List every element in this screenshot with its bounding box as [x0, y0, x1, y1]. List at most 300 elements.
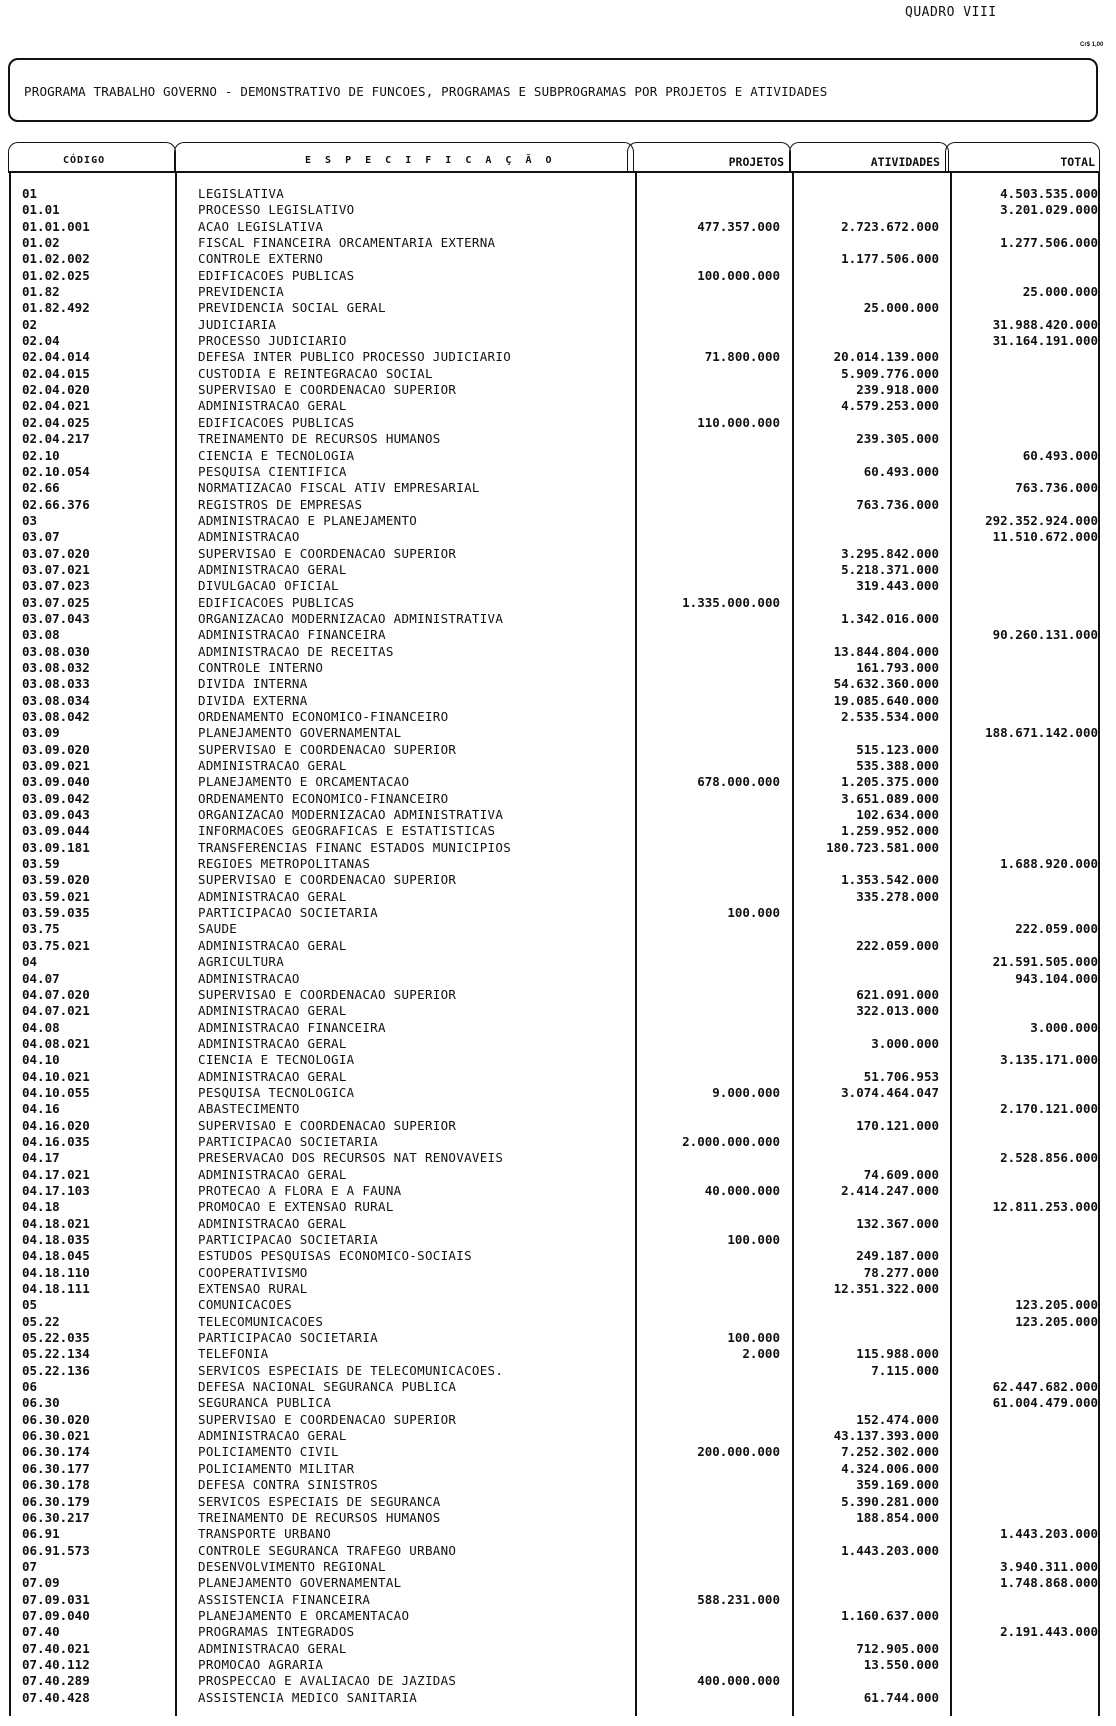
row-code: 02.10.054 [22, 463, 90, 479]
row-code: 02 [22, 316, 38, 332]
row-atividades: 515.123.000 [856, 741, 939, 757]
row-description: ADMINISTRACAO E PLANEJAMENTO [198, 512, 418, 528]
row-description: PLANEJAMENTO GOVERNAMENTAL [198, 725, 402, 741]
row-code: 01.82.492 [22, 300, 90, 316]
row-description: TREINAMENTO DE RECURSOS HUMANOS [198, 431, 441, 447]
row-description: ADMINISTRACAO GERAL [198, 1215, 347, 1231]
row-code: 05 [22, 1297, 38, 1313]
header-atividades-label: ATIVIDADES [870, 155, 940, 169]
row-description: ORGANIZACAO MODERNIZACAO ADMINISTRATIVA [198, 610, 504, 626]
row-description: ORGANIZACAO MODERNIZACAO ADMINISTRATIVA [198, 807, 504, 823]
table-row [0, 1020, 1116, 1036]
row-total: 1.443.203.000 [1000, 1526, 1098, 1542]
row-atividades: 74.609.000 [863, 1166, 939, 1182]
row-projetos: 100.000 [727, 1232, 780, 1247]
row-code: 07.40.021 [22, 1640, 90, 1656]
row-atividades: 322.013.000 [856, 1003, 939, 1019]
row-description: JUDICIARIA [198, 316, 277, 332]
row-atividades: 4.579.253.000 [841, 398, 939, 414]
table-row [0, 921, 1116, 937]
row-projetos: 9.000.000 [712, 1084, 780, 1100]
table-row [0, 382, 1116, 398]
row-total: 292.352.924.000 [985, 512, 1098, 528]
table-row [0, 1395, 1116, 1411]
page-title: PROGRAMA TRABALHO GOVERNO - DEMONSTRATIVO DE FUNCOES, PROGRAMAS E SUBPROGRAMAS POR PROJETOS E ATIVIDADES [24, 84, 828, 99]
row-code: 03.09.040 [22, 774, 90, 790]
row-total: 222.059.000 [1015, 921, 1098, 937]
row-description: TRANSFERENCIAS FINANC ESTADOS MUNICIPIOS [198, 839, 512, 855]
row-description: FISCAL FINANCEIRA ORCAMENTARIA EXTERNA [198, 235, 496, 251]
row-code: 03.08.030 [22, 643, 90, 659]
table-row [0, 693, 1116, 709]
table-row [0, 872, 1116, 888]
table-row [0, 791, 1116, 807]
table-row [0, 1559, 1116, 1575]
row-code: 04.17 [22, 1150, 60, 1166]
row-code: 04.10.055 [22, 1084, 90, 1100]
header-rule [8, 171, 1100, 173]
row-description: ADMINISTRACAO GERAL [198, 937, 347, 953]
row-code: 03 [22, 512, 38, 528]
row-description: ADMINISTRACAO GERAL [198, 888, 347, 904]
row-description: PROCESSO JUDICIARIO [198, 333, 347, 349]
row-description: ADMINISTRACAO FINANCEIRA [198, 627, 386, 643]
row-total: 3.201.029.000 [1000, 202, 1098, 218]
table-row [0, 1330, 1116, 1346]
row-description: SUPERVISAO E COORDENACAO SUPERIOR [198, 986, 457, 1002]
row-description: PARTICIPACAO SOCIETARIA [198, 1133, 378, 1149]
header-atividades [789, 142, 949, 172]
table-row [0, 219, 1116, 235]
table-row [0, 366, 1116, 382]
row-description: ADMINISTRACAO FINANCEIRA [198, 1019, 386, 1035]
row-atividades: 712.905.000 [856, 1640, 939, 1656]
table-row [0, 1183, 1116, 1199]
row-code: 02.04.020 [22, 382, 90, 398]
row-description: PROSPECCAO E AVALIACAO DE JAZIDAS [198, 1673, 457, 1689]
row-atividades: 535.388.000 [856, 758, 939, 774]
table-row [0, 889, 1116, 905]
row-atividades: 5.909.776.000 [841, 365, 939, 381]
row-code: 07.40.428 [22, 1689, 90, 1705]
row-projetos: 400.000.000 [697, 1673, 780, 1689]
row-code: 01.01 [22, 202, 60, 218]
table-row [0, 1379, 1116, 1395]
table-row [0, 1297, 1116, 1313]
row-description: PLANEJAMENTO E ORCAMENTACAO [198, 1607, 410, 1623]
row-code: 03.75 [22, 921, 60, 937]
row-atividades: 319.443.000 [856, 578, 939, 594]
row-description: ACAO LEGISLATIVA [198, 218, 324, 234]
row-projetos: 588.231.000 [697, 1591, 780, 1607]
row-atividades: 7.252.302.000 [841, 1444, 939, 1460]
row-description: PLANEJAMENTO E ORCAMENTACAO [198, 774, 410, 790]
table-row [0, 1248, 1116, 1264]
row-description: DEFESA INTER PUBLICO PROCESSO JUDICIARIO [198, 349, 512, 365]
row-total: 21.591.505.000 [992, 954, 1098, 970]
row-total: 1.277.506.000 [1000, 235, 1098, 251]
row-projetos: 2.000 [742, 1346, 780, 1362]
row-description: DIVULGACAO OFICIAL [198, 578, 339, 594]
row-description: PREVIDENCIA SOCIAL GERAL [198, 300, 386, 316]
row-projetos: 2.000.000.000 [682, 1133, 780, 1149]
row-atividades: 1.353.542.000 [841, 872, 939, 888]
row-code: 06.30.178 [22, 1477, 90, 1493]
row-description: PROMOCAO E EXTENSAO RURAL [198, 1199, 394, 1215]
table-row [0, 1216, 1116, 1232]
row-description: PARTICIPACAO SOCIETARIA [198, 1330, 378, 1346]
row-atividades: 180.723.581.000 [826, 839, 939, 855]
row-total: 123.205.000 [1015, 1313, 1098, 1329]
row-projetos: 477.357.000 [697, 218, 780, 234]
table-row [0, 1069, 1116, 1085]
row-total: 61.004.479.000 [992, 1395, 1098, 1411]
table-row [0, 1003, 1116, 1019]
row-atividades: 20.014.139.000 [833, 349, 939, 365]
row-description: ASSISTENCIA MEDICO SANITARIA [198, 1689, 418, 1705]
row-code: 03.09.181 [22, 839, 90, 855]
row-atividades: 222.059.000 [856, 937, 939, 953]
row-code: 04.18.111 [22, 1281, 90, 1297]
row-code: 07.40 [22, 1624, 60, 1640]
row-code: 04.07.021 [22, 1003, 90, 1019]
row-atividades: 763.736.000 [856, 496, 939, 512]
table-row [0, 1494, 1116, 1510]
row-code: 03.08.032 [22, 659, 90, 675]
row-code: 03.08.034 [22, 692, 90, 708]
row-description: ADMINISTRACAO GERAL [198, 398, 347, 414]
row-code: 06.91 [22, 1526, 60, 1542]
row-atividades: 7.115.000 [871, 1362, 939, 1378]
row-code: 04.17.021 [22, 1166, 90, 1182]
row-atividades: 12.351.322.000 [833, 1281, 939, 1297]
table-row [0, 1265, 1116, 1281]
row-description: PRESERVACAO DOS RECURSOS NAT RENOVAVEIS [198, 1150, 504, 1166]
table-row [0, 1167, 1116, 1183]
table-row [0, 268, 1116, 284]
row-atividades: 2.723.672.000 [841, 218, 939, 234]
row-atividades: 239.305.000 [856, 431, 939, 447]
row-total: 3.940.311.000 [1000, 1558, 1098, 1574]
row-description: REGISTROS DE EMPRESAS [198, 496, 363, 512]
header-codigo [8, 142, 176, 172]
row-description: ESTUDOS PESQUISAS ECONOMICO-SOCIAIS [198, 1248, 472, 1264]
row-code: 02.04.025 [22, 414, 90, 430]
table-row [0, 823, 1116, 839]
row-code: 04.08.021 [22, 1035, 90, 1051]
row-atividades: 3.074.464.047 [841, 1084, 939, 1100]
row-description: CONTROLE SEGURANCA TRAFEGO URBANO [198, 1542, 457, 1558]
row-code: 03.07 [22, 529, 60, 545]
row-description: EDIFICACOES PUBLICAS [198, 594, 355, 610]
table-row [0, 905, 1116, 921]
row-code: 06 [22, 1379, 38, 1395]
row-code: 04.18.110 [22, 1264, 90, 1280]
row-code: 04.08 [22, 1019, 60, 1035]
row-code: 01.82 [22, 284, 60, 300]
row-code: 04.07 [22, 970, 60, 986]
row-code: 03.09.021 [22, 758, 90, 774]
table-row [0, 709, 1116, 725]
row-atividades: 152.474.000 [856, 1411, 939, 1427]
row-code: 02.66 [22, 480, 60, 496]
table-row [0, 1150, 1116, 1166]
row-description: ORDENAMENTO ECONOMICO-FINANCEIRO [198, 709, 449, 724]
table-row [0, 807, 1116, 823]
row-total: 2.191.443.000 [1000, 1624, 1098, 1640]
row-description: ADMINISTRACAO GERAL [198, 1035, 347, 1051]
row-atividades: 102.634.000 [856, 807, 939, 823]
row-description: CIENCIA E TECNOLOGIA [198, 447, 355, 463]
row-code: 03.09.042 [22, 790, 90, 806]
row-code: 01.02.025 [22, 267, 90, 283]
row-description: TREINAMENTO DE RECURSOS HUMANOS [198, 1509, 441, 1525]
row-atividades: 621.091.000 [856, 986, 939, 1002]
row-total: 90.260.131.000 [992, 627, 1098, 643]
table-row [0, 627, 1116, 643]
row-description: COOPERATIVISMO [198, 1264, 308, 1280]
row-description: POLICIAMENTO MILITAR [198, 1460, 355, 1476]
row-description: ADMINISTRACAO GERAL [198, 1166, 347, 1182]
row-description: PLANEJAMENTO GOVERNAMENTAL [198, 1575, 402, 1591]
row-description: ADMINISTRACAO [198, 529, 300, 545]
table-row [0, 1118, 1116, 1134]
table-row [0, 1477, 1116, 1493]
row-code: 06.91.573 [22, 1542, 90, 1558]
row-code: 04.18 [22, 1199, 60, 1215]
row-description: DIVIDA EXTERNA [198, 692, 308, 708]
row-atividades: 60.493.000 [863, 463, 939, 479]
row-description: CUSTODIA E REINTEGRACAO SOCIAL [198, 365, 433, 381]
row-atividades: 54.632.360.000 [833, 676, 939, 692]
row-atividades: 170.121.000 [856, 1117, 939, 1133]
table-row [0, 1412, 1116, 1428]
row-description: PESQUISA CIENTIFICA [198, 463, 347, 479]
table-row [0, 644, 1116, 660]
row-total: 943.104.000 [1015, 970, 1098, 986]
row-code: 01.01.001 [22, 218, 90, 234]
row-description: REGIOES METROPOLITANAS [198, 856, 371, 872]
row-code: 06.30.020 [22, 1411, 90, 1427]
row-description: ADMINISTRACAO DE RECEITAS [198, 643, 394, 659]
row-code: 03.07.043 [22, 610, 90, 626]
row-description: PREVIDENCIA [198, 284, 285, 300]
table-row [0, 1543, 1116, 1559]
row-description: TELEFONIA [198, 1346, 269, 1362]
row-atividades: 2.535.534.000 [841, 709, 939, 724]
row-description: ASSISTENCIA FINANCEIRA [198, 1591, 371, 1607]
row-description: ADMINISTRACAO GERAL [198, 1428, 347, 1444]
row-atividades: 359.169.000 [856, 1477, 939, 1493]
row-code: 06.30.177 [22, 1460, 90, 1476]
row-atividades: 115.988.000 [856, 1346, 939, 1362]
row-code: 05.22.136 [22, 1362, 90, 1378]
table-row [0, 660, 1116, 676]
row-projetos: 110.000.000 [697, 414, 780, 430]
table-row [0, 1281, 1116, 1297]
row-description: TELECOMUNICACOES [198, 1313, 324, 1329]
row-atividades: 1.205.375.000 [841, 774, 939, 790]
row-description: PARTICIPACAO SOCIETARIA [198, 1232, 378, 1247]
table-row [0, 431, 1116, 447]
row-description: SUPERVISAO E COORDENACAO SUPERIOR [198, 545, 457, 561]
row-code: 06.30.179 [22, 1493, 90, 1509]
row-atividades: 239.918.000 [856, 382, 939, 398]
table-row [0, 448, 1116, 464]
table-row [0, 398, 1116, 414]
row-atividades: 1.160.637.000 [841, 1607, 939, 1623]
row-total: 123.205.000 [1015, 1297, 1098, 1313]
row-description: SUPERVISAO E COORDENACAO SUPERIOR [198, 1117, 457, 1133]
row-atividades: 43.137.393.000 [833, 1428, 939, 1444]
row-code: 04.18.035 [22, 1232, 90, 1247]
row-description: PROGRAMAS INTEGRADOS [198, 1624, 355, 1640]
row-code: 03.07.025 [22, 594, 90, 610]
row-code: 03.08.033 [22, 676, 90, 692]
table-row [0, 971, 1116, 987]
row-description: POLICIAMENTO CIVIL [198, 1444, 339, 1460]
row-atividades: 19.085.640.000 [833, 692, 939, 708]
table-row [0, 595, 1116, 611]
row-description: SUPERVISAO E COORDENACAO SUPERIOR [198, 872, 457, 888]
row-description: PARTICIPACAO SOCIETARIA [198, 905, 378, 921]
table-row [0, 202, 1116, 218]
row-code: 03.59.035 [22, 905, 90, 921]
row-description: NORMATIZACAO FISCAL ATIV EMPRESARIAL [198, 480, 480, 496]
row-code: 02.04.014 [22, 349, 90, 365]
table-row [0, 987, 1116, 1003]
table-row [0, 954, 1116, 970]
table-row [0, 480, 1116, 496]
row-code: 07.40.112 [22, 1656, 90, 1672]
row-description: LEGISLATIVA [198, 186, 285, 201]
header-total [945, 142, 1100, 172]
header-total-label: TOTAL [1060, 155, 1095, 169]
table-row [0, 1363, 1116, 1379]
table-row [0, 758, 1116, 774]
row-description: EDIFICACOES PUBLICAS [198, 267, 355, 283]
row-code: 04.07.020 [22, 986, 90, 1002]
row-description: COMUNICACOES [198, 1297, 292, 1313]
table-row [0, 235, 1116, 251]
table-row [0, 562, 1116, 578]
table-row [0, 1199, 1116, 1215]
table-row [0, 774, 1116, 790]
table-row [0, 1085, 1116, 1101]
row-description: ADMINISTRACAO [198, 970, 300, 986]
row-atividades: 3.651.089.000 [841, 790, 939, 806]
row-description: CONTROLE EXTERNO [198, 251, 324, 267]
table-row [0, 1690, 1116, 1706]
table-row [0, 1641, 1116, 1657]
row-description: SUPERVISAO E COORDENACAO SUPERIOR [198, 741, 457, 757]
data-table [0, 186, 1116, 1706]
row-description: DIVIDA INTERNA [198, 676, 308, 692]
table-row [0, 1608, 1116, 1624]
row-code: 04.10 [22, 1052, 60, 1068]
row-total: 12.811.253.000 [992, 1199, 1098, 1215]
row-description: ADMINISTRACAO GERAL [198, 1003, 347, 1019]
currency-unit: Cr$ 1,00 [1080, 42, 1104, 48]
row-code: 01 [22, 186, 38, 201]
row-projetos: 100.000 [727, 905, 780, 921]
row-code: 07 [22, 1558, 38, 1574]
row-atividades: 5.218.371.000 [841, 561, 939, 577]
table-row [0, 497, 1116, 513]
table-row [0, 1314, 1116, 1330]
row-total: 31.988.420.000 [992, 316, 1098, 332]
row-code: 03.07.020 [22, 545, 90, 561]
table-row [0, 317, 1116, 333]
row-code: 04.16 [22, 1101, 60, 1117]
row-description: PROMOCAO AGRARIA [198, 1656, 324, 1672]
row-code: 07.09 [22, 1575, 60, 1591]
row-projetos: 71.800.000 [704, 349, 780, 365]
row-code: 05.22.035 [22, 1330, 90, 1346]
row-code: 05.22.134 [22, 1346, 90, 1362]
row-code: 02.04.217 [22, 431, 90, 447]
row-atividades: 2.414.247.000 [841, 1182, 939, 1198]
table-row [0, 840, 1116, 856]
row-projetos: 200.000.000 [697, 1444, 780, 1460]
row-atividades: 4.324.006.000 [841, 1460, 939, 1476]
table-row [0, 529, 1116, 545]
row-total: 3.135.171.000 [1000, 1052, 1098, 1068]
table-row [0, 1510, 1116, 1526]
row-code: 04.16.020 [22, 1117, 90, 1133]
row-atividades: 249.187.000 [856, 1248, 939, 1264]
row-projetos: 678.000.000 [697, 774, 780, 790]
row-description: ADMINISTRACAO GERAL [198, 561, 347, 577]
table-row [0, 1232, 1116, 1248]
row-total: 4.503.535.000 [1000, 186, 1098, 201]
row-atividades: 1.177.506.000 [841, 251, 939, 267]
row-atividades: 1.259.952.000 [841, 823, 939, 839]
row-atividades: 132.367.000 [856, 1215, 939, 1231]
row-code: 03.59.020 [22, 872, 90, 888]
row-description: EXTENSAO RURAL [198, 1281, 308, 1297]
row-code: 03.07.023 [22, 578, 90, 594]
table-row [0, 1346, 1116, 1362]
table-row [0, 333, 1116, 349]
row-projetos: 100.000.000 [697, 267, 780, 283]
table-row [0, 938, 1116, 954]
row-atividades: 335.278.000 [856, 888, 939, 904]
row-code: 04.16.035 [22, 1133, 90, 1149]
row-total: 1.748.868.000 [1000, 1575, 1098, 1591]
row-code: 06.30.217 [22, 1509, 90, 1525]
table-row [0, 1036, 1116, 1052]
row-code: 07.09.040 [22, 1607, 90, 1623]
row-code: 02.04.021 [22, 398, 90, 414]
row-code: 03.59.021 [22, 888, 90, 904]
row-description: DEFESA NACIONAL SEGURANCA PUBLICA [198, 1379, 457, 1395]
row-atividades: 1.342.016.000 [841, 610, 939, 626]
table-row [0, 725, 1116, 741]
row-description: DEFESA CONTRA SINISTROS [198, 1477, 378, 1493]
row-code: 03.59 [22, 856, 60, 872]
table-row [0, 513, 1116, 529]
row-code: 06.30.174 [22, 1444, 90, 1460]
row-code: 04 [22, 954, 38, 970]
row-total: 2.170.121.000 [1000, 1101, 1098, 1117]
row-description: ADMINISTRACAO GERAL [198, 758, 347, 774]
row-code: 03.09.044 [22, 823, 90, 839]
row-total: 60.493.000 [1022, 447, 1098, 463]
row-total: 188.671.142.000 [985, 725, 1098, 741]
row-code: 03.09 [22, 725, 60, 741]
table-row [0, 1673, 1116, 1689]
